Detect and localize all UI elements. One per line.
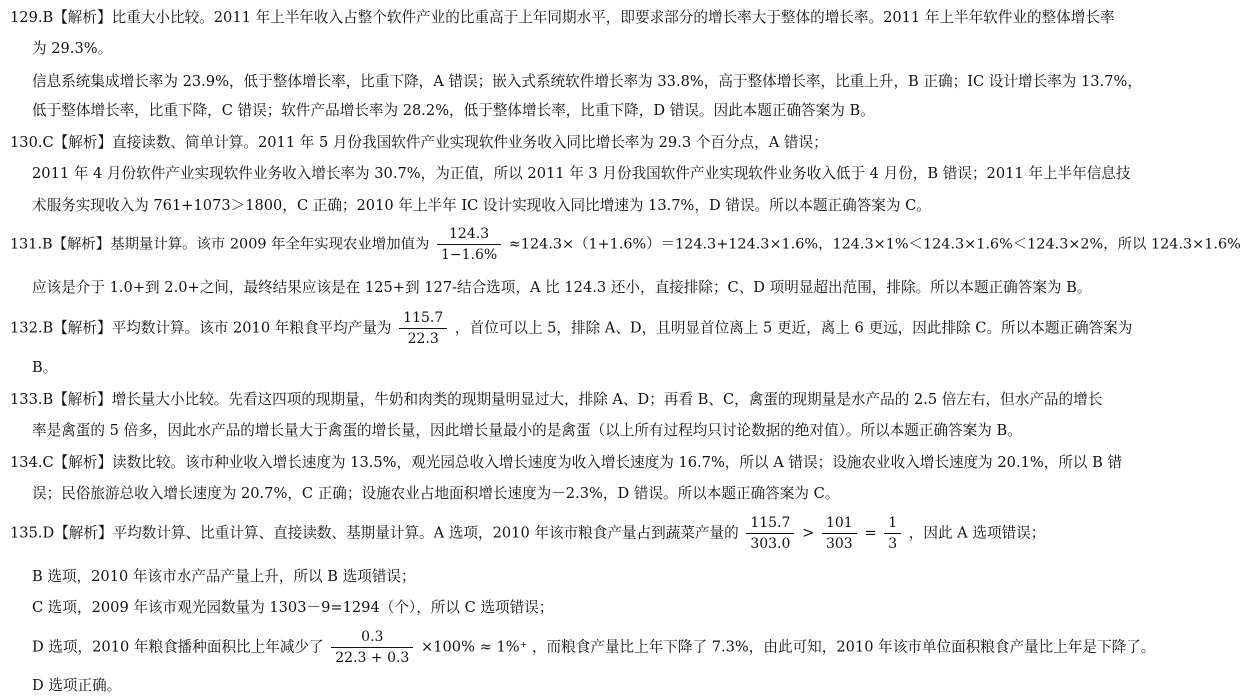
q135-equals-sign: = <box>864 524 877 542</box>
q135-d-fraction <box>331 628 413 667</box>
q135-d-denominator: 22.3 + 0.3 <box>335 650 410 666</box>
q135-d-text-post: ，而粮食产量比上年下降了 7.3%，由此可知，2010 年该市单位面积粮食产量比上年是下降了。 <box>531 638 1156 656</box>
q129-line-3: 信息系统集成增长率为 23.9%，低于整体增长率，比重下降，A 错误；嵌入式系统软件增长率为 33.8%，高于整体增长率，比重上升，B 正确；IC 设计增长率为 13.7%， <box>32 73 1142 90</box>
q132-text-pre: 132.B【解析】平均数计算。该市 2010 年粮食平均产量为 <box>10 319 392 337</box>
q135-line-1 <box>10 514 1045 553</box>
q135-fraction-2 <box>822 514 857 553</box>
q131-line-2: 应该是介于 1.0+到 2.0+之间，最终结果应该是在 125+到 127-结合选项，A 比 124.3 还小，直接排除；C、D 项明显超出范围，排除。所以本题正确答案为 B。 <box>32 279 1092 296</box>
q132-denominator: 22.3 <box>407 331 439 347</box>
q135-d-text-mid: ×100% ≈ 1%⁺ <box>420 638 528 656</box>
q135-f3-numerator: 1 <box>884 514 901 534</box>
q134-line-1: 134.C【解析】读数比较。该市种业收入增长速度为 13.5%，观光园总收入增长速度为收入增长速度为 16.7%，所以 A 错误；设施农业收入增长速度为 20.1%，所以 B 错 <box>10 454 1123 471</box>
q135-f2-denominator: 303 <box>825 536 853 552</box>
q129-line-1: 129.B【解析】比重大小比较。2011 年上半年收入占整个软件产业的比重高于上年同期水平，即要求部分的增长率大于整体的增长率。2011 年上半年软件业的整体增长率 <box>10 9 1115 26</box>
q135-option-c: C 选项，2009 年该市观光园数量为 1303－9=1294（个），所以 C 选项错误； <box>32 599 554 616</box>
q131-denominator: 1−1.6% <box>440 247 498 263</box>
q135-d-numerator: 0.3 <box>331 628 413 648</box>
q134-line-2: 误；民俗旅游总收入增长速度为 20.7%，C 正确；设施农业占地面积增长速度为－2.3%，D 错误。所以本题正确答案为 C。 <box>32 485 840 502</box>
q129-line-2: 为 29.3%。 <box>32 40 113 57</box>
q132-line-1 <box>10 309 1132 348</box>
q133-line-2: 率是禽蛋的 5 倍多，因此水产品的增长量大于禽蛋的增长量，因此增长量最小的是禽蛋（以上所有过程均只讨论数据的绝对值）。所以本题正确答案为 B。 <box>32 422 1022 439</box>
q135-option-b: B 选项，2010 年该市水产品产量上升，所以 B 选项错误； <box>32 568 416 585</box>
q132-fraction <box>399 309 447 348</box>
q131-fraction <box>437 225 501 264</box>
q131-numerator: 124.3 <box>437 225 501 245</box>
q135-fraction-1 <box>746 514 794 553</box>
q135-f2-numerator: 101 <box>822 514 857 534</box>
q135-option-d <box>32 628 1155 667</box>
q135-greater-sign: > <box>802 524 815 542</box>
q133-line-1: 133.B【解析】增长量大小比较。先看这四项的现期量，牛奶和肉类的现期量明显过大，排除 A、D；再看 B、C，禽蛋的现期量是水产品的 2.5 倍左右，但水产品的增长 <box>10 391 1103 408</box>
q135-f3-denominator: 3 <box>888 536 898 552</box>
q132-line-2: B。 <box>32 359 58 376</box>
q135-fraction-3 <box>884 514 901 553</box>
q129-line-4: 低于整体增长率，比重下降，C 错误；软件产品增长率为 28.2%，低于整体增长率，比重下降，D 错误。因此本题正确答案为 B。 <box>32 102 875 119</box>
q135-d-text-pre: D 选项，2010 年粮食播种面积比上年减少了 <box>32 638 324 656</box>
q130-line-3: 术服务实现收入为 761+1073＞1800，C 正确；2010 年上半年 IC 设计实现收入同比增速为 13.7%，D 错误。所以本题正确答案为 C。 <box>32 197 931 214</box>
q131-text-post: ≈124.3×（1+1.6%）＝124.3+124.3×1.6%，124.3×1%＜124.3×1.6%＜124.3×2%，所以 124.3×1.6% <box>508 236 1241 253</box>
q135-text-pre: 135.D【解析】平均数计算、比重计算、直接读数、基期量计算。A 选项，2010 年该市粮食产量占到蔬菜产量的 <box>10 524 739 542</box>
q132-numerator: 115.7 <box>399 309 447 329</box>
q135-conclusion: D 选项正确。 <box>32 677 122 694</box>
q130-line-1: 130.C【解析】直接读数、简单计算。2011 年 5 月份我国软件产业实现软件业务收入同比增长率为 29.3 个百分点，A 错误； <box>10 134 828 151</box>
q130-line-2: 2011 年 4 月份软件产业实现软件业务收入增长率为 30.7%，为正值，所以 2011 年 3 月份我国软件产业实现软件业务收入低于 4 月份，B 错误；2011 年上半年信息技 <box>32 165 1131 182</box>
q131-text-pre: 131.B【解析】基期量计算。该市 2009 年全年实现农业增加值为 <box>10 236 430 253</box>
q135-text-post: ，因此 A 选项错误； <box>908 524 1046 542</box>
q135-f1-numerator: 115.7 <box>746 514 794 534</box>
q131-line-1 <box>10 225 1241 264</box>
q132-text-post: ，首位可以上 5，排除 A、D，且明显首位离上 5 更近，离上 6 更远，因此排除 C。所以本题正确答案为 <box>454 319 1133 337</box>
q135-f1-denominator: 303.0 <box>750 536 791 552</box>
